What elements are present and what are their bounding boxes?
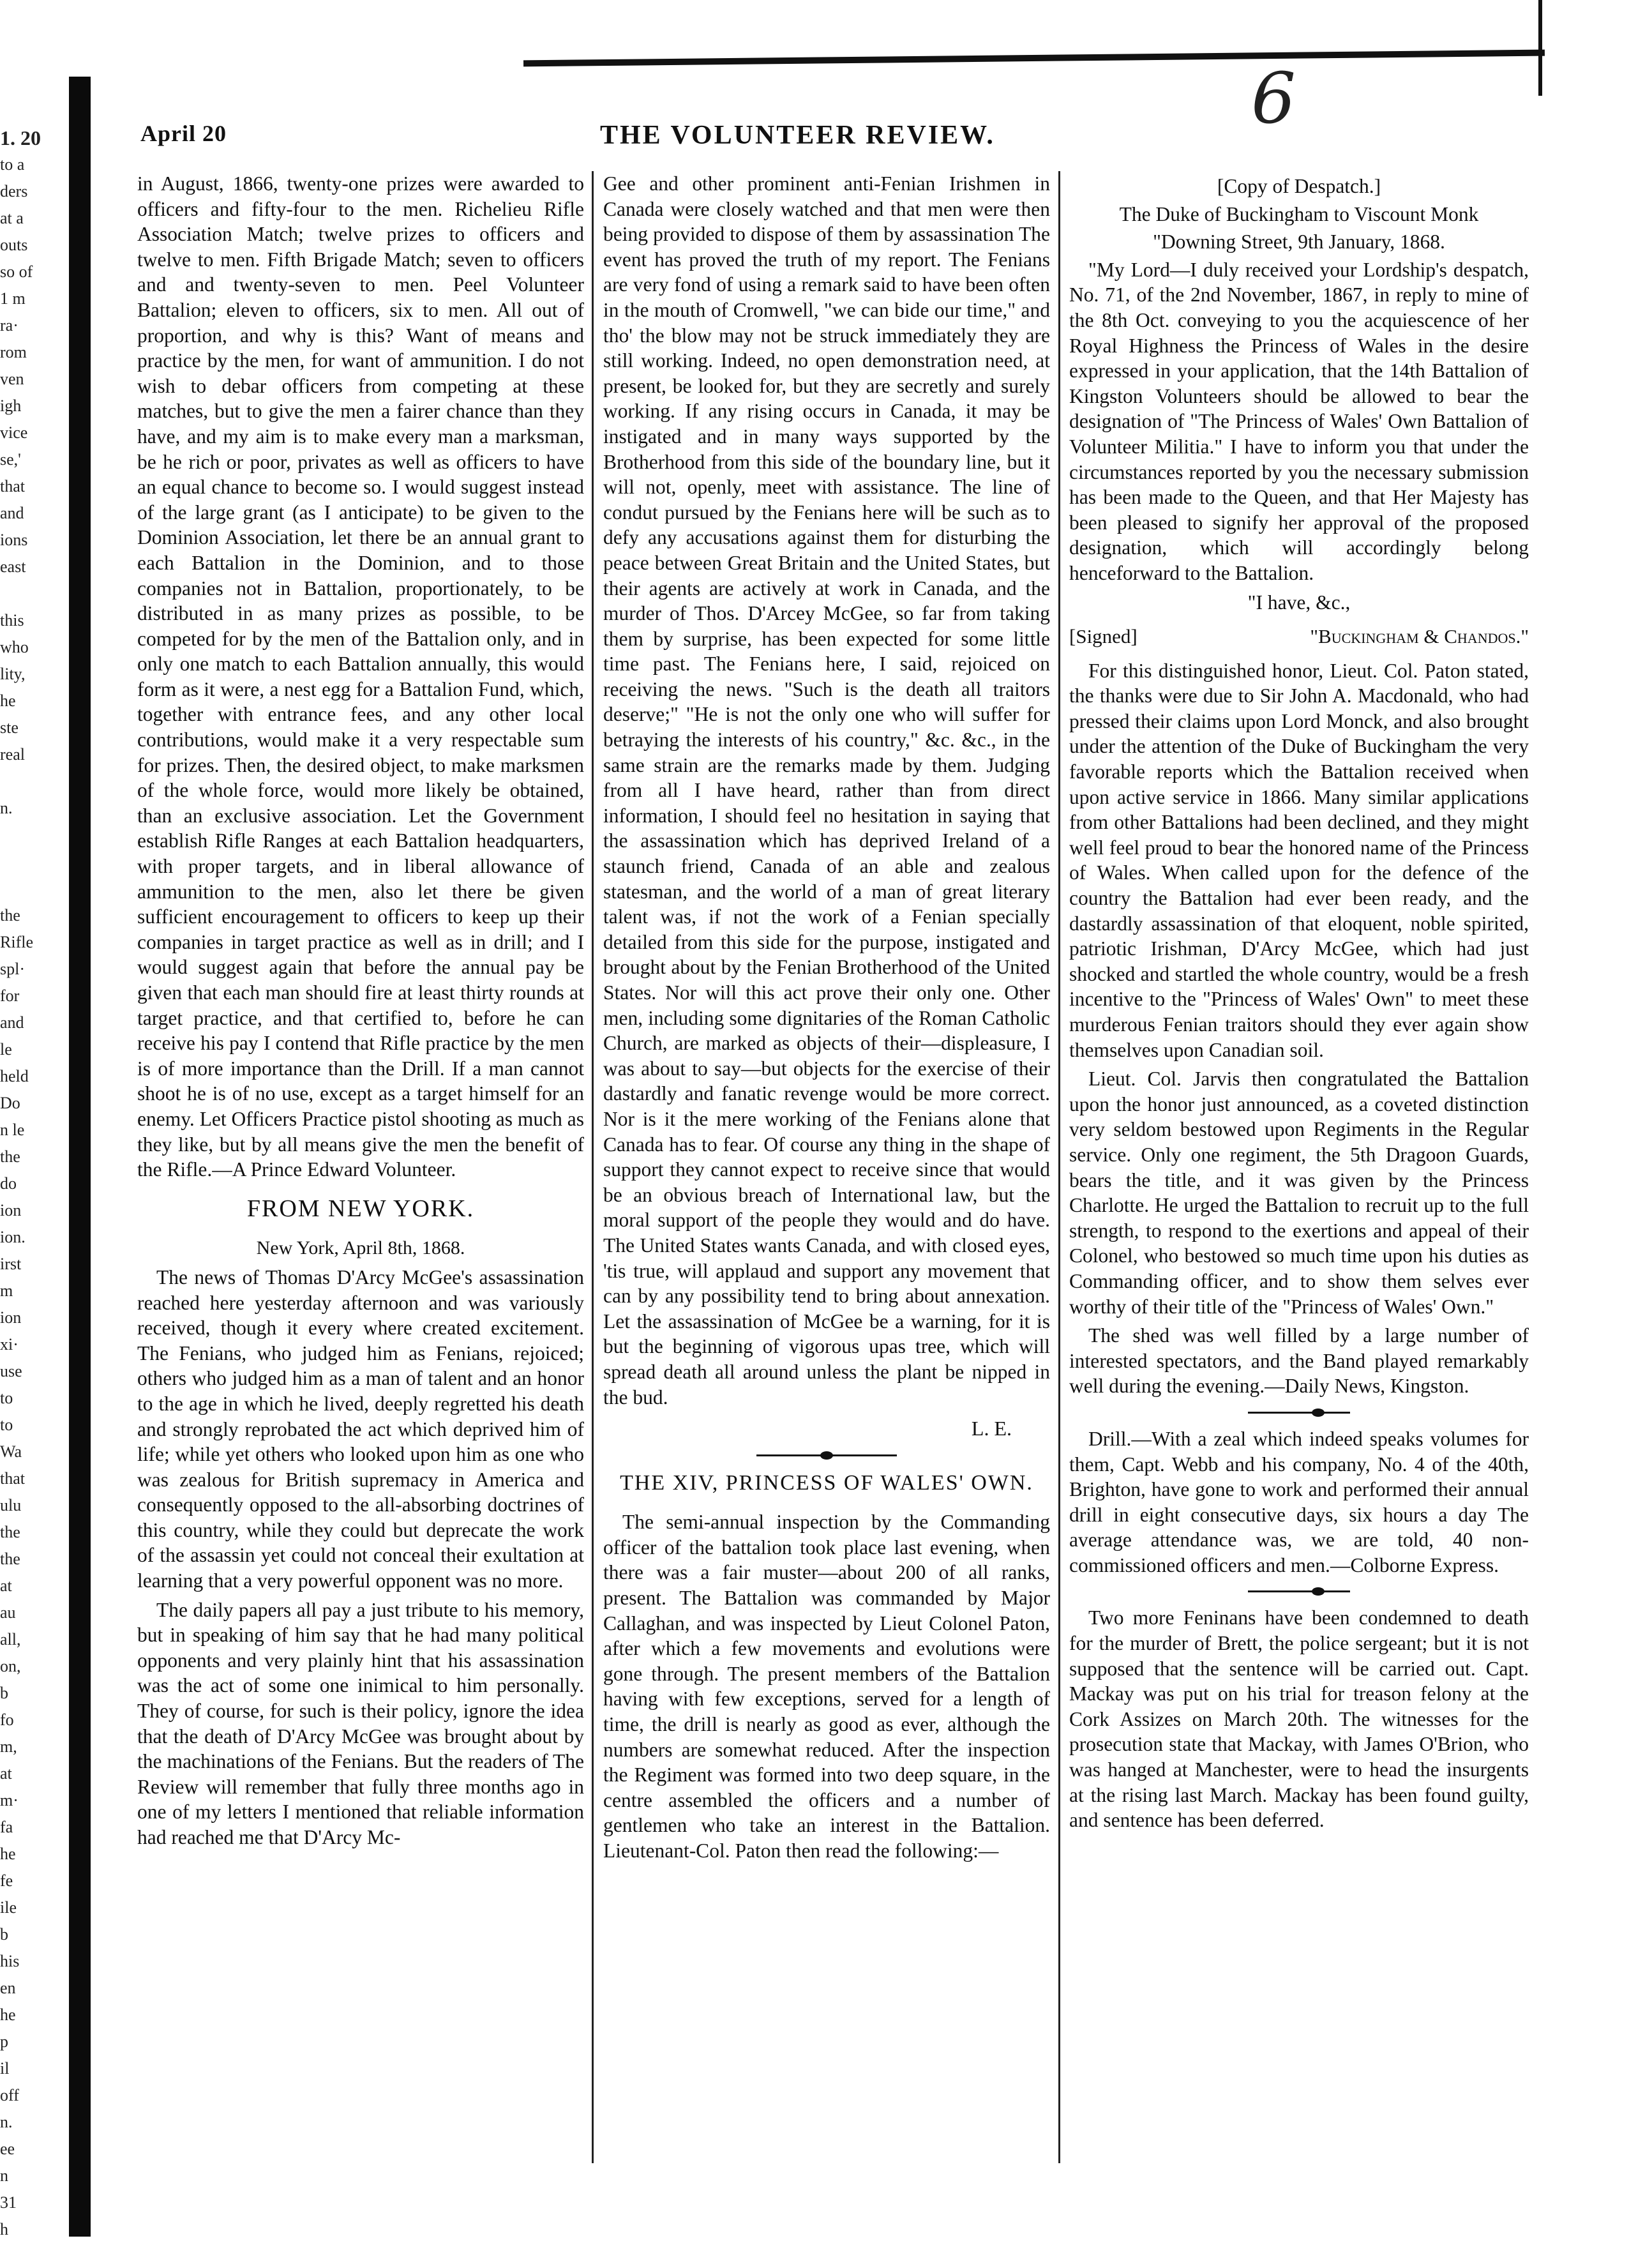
- column-rule-left: [592, 171, 594, 2163]
- prev-page-fragment: n.: [0, 2113, 13, 2131]
- despatch-place: "Downing Street, 9th January, 1868.: [1153, 230, 1445, 253]
- prev-page-fragment: 31: [0, 2193, 17, 2212]
- prev-page-fragment: b: [0, 1925, 8, 1944]
- paragraph-new-york-2: The daily papers all pay a just tribute to his memory, but in speaking of him say that he had many political opponents and very plainly hint that his assassination was the act of some one inimical to him personally. They of course, for such is their policy, ignore the idea that the death of D'Arcy McGee was brought about by the machinations of the Fenians. But the readers of The Review will remember that fully three months ago in one of my letters I mentioned that reliable information had reached me that D'Arcy Mc-: [137, 1598, 584, 1848]
- prev-page-fragment: and: [0, 504, 24, 522]
- section-divider-3: [1248, 1590, 1350, 1592]
- prev-page-fragment: Do: [0, 1094, 20, 1112]
- prev-page-fragment: ra·: [0, 316, 19, 335]
- paragraph-inspection: The semi-annual inspection by the Commanding officer of the battalion took place last evening, when there was a fair muster—about 200 of all ranks, present. The Battalion was commanded by Major Callaghan, and was inspected by Lieut Colonel Paton, after which a few movements and evolutions were gone through. The present members of the Battalion having with few exceptions, served for a length of time, the drill is nearly as good as ever, although the numbers are somewhat reduced. After the inspection the Regiment was formed into two deep square, in the centre assembled the officers and a number of gentlemen who take an interest in the Battalion. Lieutenant-Col. Paton then read the following:—: [603, 1511, 1050, 1862]
- prev-page-fragment: [0, 768, 64, 795]
- paragraph-distinguished-honor: For this distinguished honor, Lieut. Col. Paton stated, the thanks were due to Sir John A. Macdonald, who had pressed their claims upon Lord Monck, and also brought under the attention of the Duke of Buckingham the very favorable reports which the Battalion received when upon active service in 1866. Many similar applications from other Battalions had been declined, and they might well feel proud to bear the honored name of the Princess of Wales. When called upon for the defence of the country the Battalion had ever been ready, and the dastardly assassination of that eloquent, noble spirited, patriotic Irishman, D'Arcy McGee, which had just shocked and startled the whole country, would be a fresh incentive to the "Princess of Wales' Own" to meet these murderous Fenian traitors should they ever again show themselves upon Canadian soil.: [1069, 659, 1529, 1061]
- prev-page-fragment: ste: [0, 718, 19, 737]
- scan-right-rule: [1538, 0, 1542, 96]
- column-1: [137, 171, 584, 1854]
- dateline-new-york: New York, April 8th, 1868.: [256, 1237, 465, 1259]
- heading-princess-of-wales-own: THE XIV, PRINCESS OF WALES' OWN.: [620, 1470, 1033, 1495]
- prev-page-fragment: fe: [0, 1871, 13, 1890]
- prev-page-fragment: igh: [0, 396, 22, 415]
- prev-page-fragment: b: [0, 1684, 8, 1702]
- prev-page-fragment: ion: [0, 1308, 22, 1327]
- handwritten-page-number: 6: [1251, 57, 1296, 139]
- prev-page-fragment: that: [0, 477, 25, 495]
- paragraph-jarvis: Lieut. Col. Jarvis then congratulated the Battalion upon the honor just announced, as a coveted distinction very seldom bestowed upon Regiments in the Regular service. Only one regiment, the 5th Dragoon Guards, bears the title, and it was given by the Princess Charlotte. He urged the Battalion to recruit up to the full strength, to respond to the exertions and appeal of their Colonel, who bestowed so much time upon his duties as Commanding officer, and to show them selves ever worthy of their title of the "Princess of Wales' Own.": [1069, 1068, 1529, 1318]
- article-rifle-association: in August, 1866, twenty-one prizes were awarded to officers and fifty-four to the men. Richelieu Rifle Association Match; twelve prizes to officers and twelve to men. Fifth Brigade Match; seven to officers and and twenty-seven to men. Peel Volunteer Battalion; eleven to officers, six to men. All out of proportion, and why is this? Want of means and practice by the men, for want of ammunition. I do not wish to debar officers from competing at these matches, but to give the men a fairer chance than they have, and my aim is to make every man a marksman, be he rich or poor, privates as well as officers to have an equal chance to become so. I would suggest instead of the large grant (as I anticipate) to be given to the Dominion Association, let there be an annual grant to each Battalion in the Dominion, and to those companies not in Battalion, proportionately, to be distributed in as many prizes as possible, to be competed for by the men of the Battalion only, and in only one match to each Battalion annually, this would form as it were, a nest egg for a Battalion Fund, which, together with entrance fees, and any other local contributions, would make it a very respectable sum for prizes. Then, the desired object, to make marksmen of the whole force, would more likely be obtained, than an exclusive association. Let the Government establish Rifle Ranges at each Battalion headquarters, with proper targets, and in liberal allowance of ammunition to the men, also let there be given sufficient encouragement to officers to keep up their companies in target practice as well as in drill; and I would suggest again that before the annual pay be given that each man should fire at least thirty rounds at target practice, and that certified to, before he can receive his pay I contend that Rifle practice by the men is of more importance than the Drill. If a man cannot shoot he is of no use, except as a target himself for an enemy. Let Officers Practice pistol shooting as much as they like, but by all means give the men the benefit of the Rifle.—A Prince Edward Volunteer.: [137, 172, 584, 1181]
- prev-page-fragment: fo: [0, 1711, 14, 1729]
- prev-page-fragment: il: [0, 2059, 10, 2078]
- signed-label: [Signed]: [1069, 625, 1138, 648]
- prev-page-fragment: do: [0, 1174, 17, 1193]
- prev-page-fragment: at a: [0, 209, 24, 227]
- prev-page-fragment: to: [0, 1389, 13, 1407]
- prev-page-fragment: real: [0, 745, 25, 764]
- section-divider-2: [1248, 1412, 1350, 1414]
- heading-from-new-york: FROM NEW YORK.: [246, 1195, 475, 1222]
- column-3: [1069, 171, 1529, 1837]
- despatch-from: The Duke of Buckingham to Viscount Monk: [1119, 202, 1479, 225]
- prev-page-fragment: held: [0, 1067, 29, 1085]
- prev-page-fragment: to a: [0, 155, 25, 174]
- prev-page-fragment: he: [0, 1845, 16, 1863]
- copy-of-despatch-note: [Copy of Despatch.]: [1217, 175, 1381, 197]
- prev-page-fragment: n: [0, 2166, 8, 2185]
- prev-page-fragment: xi·: [0, 1335, 19, 1354]
- prev-page-fragment: ven: [0, 370, 24, 388]
- prev-page-fragment: ion.: [0, 1228, 26, 1246]
- prev-page-fragment: se,': [0, 450, 21, 469]
- prev-page-fragment: all,: [0, 1630, 21, 1649]
- prev-page-fragment: on,: [0, 1657, 21, 1675]
- prev-page-fragment: the: [0, 1550, 20, 1568]
- prev-page-fragment: the: [0, 906, 20, 925]
- prev-page-fragment: use: [0, 1362, 22, 1380]
- paragraph-new-york-1: The news of Thomas D'Arcy McGee's assassination reached here yesterday afternoon and was variously received, though it every where created excitement. The Fenians, who judged him as Fenians, rejoiced; others who judged him as a man of talent and an honor to the age in which he lived, deeply regretted his death and strongly reprobated the act which deprived him of life; while yet others who looked upon him as one who was zealous for British supremacy in America and consequently opposed to the all-absorbing doctrines of this country, while they could but deprecate the work of the assassin yet could not conceal their exultation at learning that a very powerful opponent was no more.: [137, 1265, 584, 1592]
- prev-page-fragment: au: [0, 1603, 16, 1622]
- prev-page-fragment: ion: [0, 1201, 22, 1220]
- prev-page-fragment: east: [0, 557, 26, 576]
- scan-top-line: [523, 50, 1545, 67]
- section-divider: [756, 1454, 897, 1456]
- scan-edge-bar: [69, 77, 91, 2237]
- prev-page-fragment: at: [0, 1764, 12, 1783]
- prev-page-fragment: [0, 580, 64, 607]
- prev-page-fragment: fa: [0, 1818, 13, 1836]
- prev-page-fragment: ders: [0, 182, 28, 200]
- prev-page-fragment: this: [0, 611, 24, 630]
- prev-page-fragment: 1 m: [0, 289, 26, 308]
- prev-page-fragment: h: [0, 2220, 8, 2239]
- prev-page-fragment: outs: [0, 236, 28, 254]
- signed-name: "Buckingham & Chandos.": [1310, 625, 1529, 648]
- paragraph-drill: Drill.—With a zeal which indeed speaks volumes for them, Capt. Webb and his company, No. 4 of the 40th, Brighton, have gone to work and performed their annual drill in eight consecutive days, six hours a day The average attendance was, we are told, 40 non-commissioned officers and men.—Colborne Express.: [1069, 1427, 1529, 1576]
- prev-page-fragment: for: [0, 986, 20, 1005]
- column-rule-right: [1058, 171, 1060, 2163]
- prev-page-fragment: [0, 849, 64, 875]
- paragraph-shed: The shed was well filled by a large number of interested spectators, and the Band played remarkably well during the evening.—Daily News, Kingston.: [1069, 1324, 1529, 1398]
- prev-page-fragment: n le: [0, 1121, 25, 1139]
- page-header: [121, 120, 1519, 158]
- prev-page-fragment: irst: [0, 1255, 22, 1273]
- prev-page-fragment: he: [0, 2005, 16, 2024]
- column-2: [603, 171, 1050, 1868]
- prev-page-fragment: ulu: [0, 1496, 22, 1514]
- prev-page-fragment: le: [0, 1040, 12, 1059]
- prev-page-fragment: en: [0, 1979, 16, 1997]
- prev-page-fragment: his: [0, 1952, 20, 1970]
- prev-page-fragment: vice: [0, 423, 28, 442]
- header-date: April 20: [140, 121, 227, 146]
- prev-page-fragment: Rifle: [0, 933, 33, 951]
- prev-page-fragment: and: [0, 1013, 24, 1032]
- prev-page-fragment: [0, 875, 64, 902]
- prev-page-fragment: to: [0, 1416, 13, 1434]
- header-title: THE VOLUNTEER REVIEW.: [600, 121, 995, 150]
- prev-page-fragment: lity,: [0, 665, 26, 683]
- prev-page-fragment: that: [0, 1469, 25, 1488]
- prev-page-fragment: n.: [0, 799, 13, 817]
- prev-page-fragment: at: [0, 1576, 12, 1595]
- prev-page-fragment: m·: [0, 1791, 19, 1809]
- prev-page-fragment: the: [0, 1523, 20, 1541]
- prev-page-fragment: ions: [0, 531, 28, 549]
- prev-page-fragment: [0, 822, 64, 849]
- despatch-closing: "I have, &c.,: [1247, 591, 1351, 614]
- prev-page-fragment: p: [0, 2032, 8, 2051]
- prev-page-fragment: spl·: [0, 960, 25, 978]
- paragraph-fenians-condemned: Two more Feninans have been condemned to death for the murder of Brett, the police sergeant; but it is not supposed that the sentence will be carried out. Capt. Mackay was put on his trial for treason felony at the Cork Assizes on March 20th. The witnesses for the prosecution state that Mackay, with James O'Brion, who was hanged at Manchester, were to head the insurgents at the rising last March. Mackay has been found guilty, and sentence has been deferred.: [1069, 1606, 1529, 1832]
- paragraph-fenian-continuation: Gee and other prominent anti-Fenian Irishmen in Canada were closely watched and that men were then being provided to dispose of them by assassination The event has proved the truth of my report. The Fenians are very fond of using a remark said to have been often in the mouth of Cromwell, "we can bide our time," and tho' the blow may not be struck immediately they are still working. Indeed, no open demonstration need, at present, be looked for, but they are secretly and surely working. If any rising occurs in Canada, it may be instigated and in many ways supported by the Brotherhood from this side of the boundary line, but it will not, openly, meet with assistance. The line of condut pursued by the Fenians here will be such as to defy any accusations against them for disturbing the peace between Great Britain and the United States, but their agents are actively at work in Canada, and the murder of Thos. D'Arcey McGee, so far from taking them by surprise, has been expected for some little time past. The Fenians here, I said, rejoiced on receiving the news. "Such is the death all traitors deserve;" "He is not the only one who will suffer for betraying the interests of his country," &c. &c., in the same strain are the remarks made by them. Judging from all I have heard, rather than from direct information, I should feel no hesitation in saying that the assassination which has deprived Ireland of a staunch friend, Canada of an able and zealous statesman, and the world of a man of great literary talent was, if not the work of a Fenian specially detailed from this side for the purpose, instigated and brought about by the Fenian Brotherhood of the United States. Nor will this act prove their only one. Other men, including some dignitaries of the Roman Catholic Church, are marked as objects of their—displeasure, I was about to say—but objects for the exercise of their dastardly and fanatic revenge would be more correct. Nor is it the mere working of the Fenians alone that Canada has to fear. Of course any thing in the shape of support they cannot expect to receive since that would be an obvious breach of International law, but the moral support of the people they would and do have. The United States wants Canada, and with closed eyes, 'tis true, will applaud and support any movement that can by any possibility tend to bring about annexation. Let the assassination of McGee be a warning, for it is but the beginning of vigorous upas tree, which will spread death all around unless the plant be nipped in the bud.: [603, 172, 1050, 1408]
- signature-le: L. E.: [971, 1417, 1012, 1440]
- prev-page-fragment: ile: [0, 1898, 17, 1917]
- prev-page-fragment: the: [0, 1147, 20, 1166]
- prev-page-fragment: m: [0, 1281, 13, 1300]
- prev-page-fragment: m,: [0, 1737, 17, 1756]
- prev-page-fragment: rom: [0, 343, 27, 361]
- previous-page-margin: [0, 125, 64, 2239]
- prev-page-fragment: who: [0, 638, 29, 656]
- signature-row: [1069, 624, 1529, 649]
- prev-page-fragment: ee: [0, 2140, 15, 2158]
- prev-page-fragment: Wa: [0, 1442, 22, 1461]
- prev-page-fragment: he: [0, 691, 16, 710]
- prev-page-number: 1. 20: [0, 126, 41, 149]
- prev-page-fragment: so of: [0, 262, 33, 281]
- despatch-body: "My Lord—I duly received your Lordship's despatch, No. 71, of the 2nd November, 1867, in reply to mine of the 8th Oct. conveying to you the acquiescence of her Royal Highness the Princess of Wales in the desire expressed in your application, that the 14th Battalion of Kingston Volunteers should be allowed to bear the designation of "The Princess of Wales' Own Battalion of Volunteer Militia." I have to inform you that under the circumstances reported by you the necessary submission has been made to the Queen, and that Her Majesty has been pleased to signify her approval of the proposed designation, which will accordingly belong henceforward to the Battalion.: [1069, 258, 1529, 584]
- prev-page-fragment: off: [0, 2086, 19, 2104]
